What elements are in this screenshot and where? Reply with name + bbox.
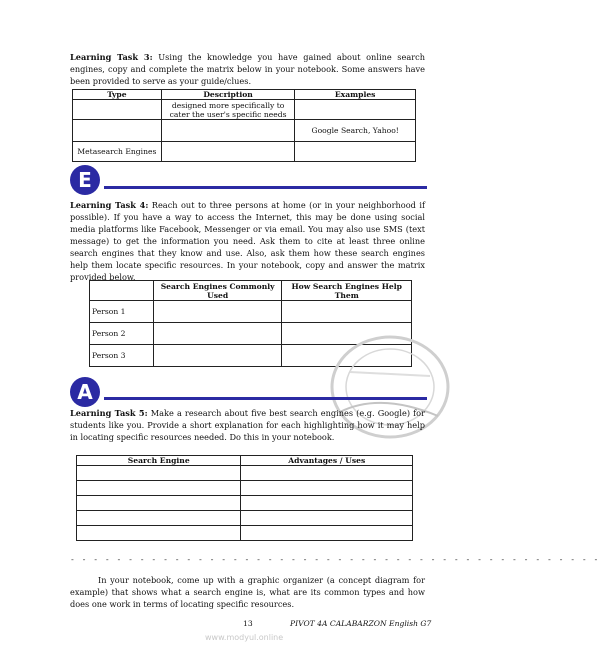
person-label: Person 3	[90, 345, 154, 367]
person-label: Person 1	[90, 301, 154, 323]
task3-table	[72, 89, 416, 162]
section-a-letter: A	[77, 380, 93, 404]
task3-cell	[295, 100, 416, 120]
section-a-badge	[70, 377, 100, 407]
table-row	[77, 481, 413, 496]
task3-cell: Metasearch Engines	[73, 142, 162, 162]
table-row	[73, 142, 416, 162]
task3-text: Using the knowledge you have gained about online search engines, copy and complete the matrix below in your notebook. Some answers have been provided to serve as your guide/clues.	[70, 52, 425, 86]
section-e-rule	[104, 186, 427, 189]
section-e-letter: E	[78, 168, 92, 192]
task5-text: Make a research about five best search engines (e.g. Google) for students like you. Provide a short explanation for each highlighting how it may help in locating specific resources needed. Do this in your notebook.	[70, 408, 425, 442]
task4-text: Reach out to three persons at home (or in your neighborhood if possible). If you have a way to access the Internet, this may be done using social media platforms like Facebook, Messenger or via email. You may also use SMS (text message) to get the information you need. Ask them to cite at least three online search engines that they know and use. Also, ask them how these search engines help them locate specific resources. In your notebook, copy and answer the matrix provided below.	[70, 200, 425, 282]
task5-paragraph	[70, 407, 425, 443]
task5-title: Learning Task 5:	[70, 408, 148, 418]
table-row	[73, 120, 416, 142]
task3-cell: designed more specifically to cater the user's specific needs	[161, 100, 295, 120]
task4-paragraph	[70, 199, 425, 283]
task4-title: Learning Task 4:	[70, 200, 149, 210]
section-e-badge	[70, 165, 100, 195]
task5-header-advantages: Advantages / Uses	[241, 456, 413, 466]
task3-cell	[161, 120, 295, 142]
page-number: 13	[243, 619, 253, 628]
dashed-divider: - - - - - - - - - - - - - - - - - - - - - - - - - - - - - - - - - - - - - - - - - - - - - -	[70, 555, 599, 564]
table-row	[90, 301, 412, 323]
task4-header-blank	[90, 281, 154, 301]
task3-header-type: Type	[73, 90, 162, 100]
section-a-rule	[104, 397, 427, 400]
watermark: www.modyul.online	[205, 633, 284, 642]
task3-paragraph	[70, 51, 425, 87]
table-row	[77, 496, 413, 511]
table-row	[77, 466, 413, 481]
task3-title: Learning Task 3:	[70, 52, 153, 62]
task5-table	[76, 455, 413, 541]
person-label: Person 2	[90, 323, 154, 345]
task3-cell	[295, 142, 416, 162]
task4-header-engines: Search Engines Commonly Used	[153, 281, 282, 301]
table-row	[73, 100, 416, 120]
footer-course: PIVOT 4A CALABARZON English G7	[290, 619, 432, 628]
table-row	[77, 511, 413, 526]
table-row	[77, 526, 413, 541]
task3-cell	[73, 120, 162, 142]
task4-header-help: How Search Engines Help Them	[282, 281, 412, 301]
task3-header-description: Description	[161, 90, 295, 100]
closing-paragraph	[70, 574, 425, 610]
task3-cell	[161, 142, 295, 162]
closing-text: In your notebook, come up with a graphic organizer (a concept diagram for example) that shows what a search engine is, what are its common types and how does one work in terms of locating specific resources.	[70, 575, 425, 609]
task3-cell	[73, 100, 162, 120]
task3-header-examples: Examples	[295, 90, 416, 100]
task3-cell: Google Search, Yahoo!	[295, 120, 416, 142]
task5-header-engine: Search Engine	[77, 456, 241, 466]
